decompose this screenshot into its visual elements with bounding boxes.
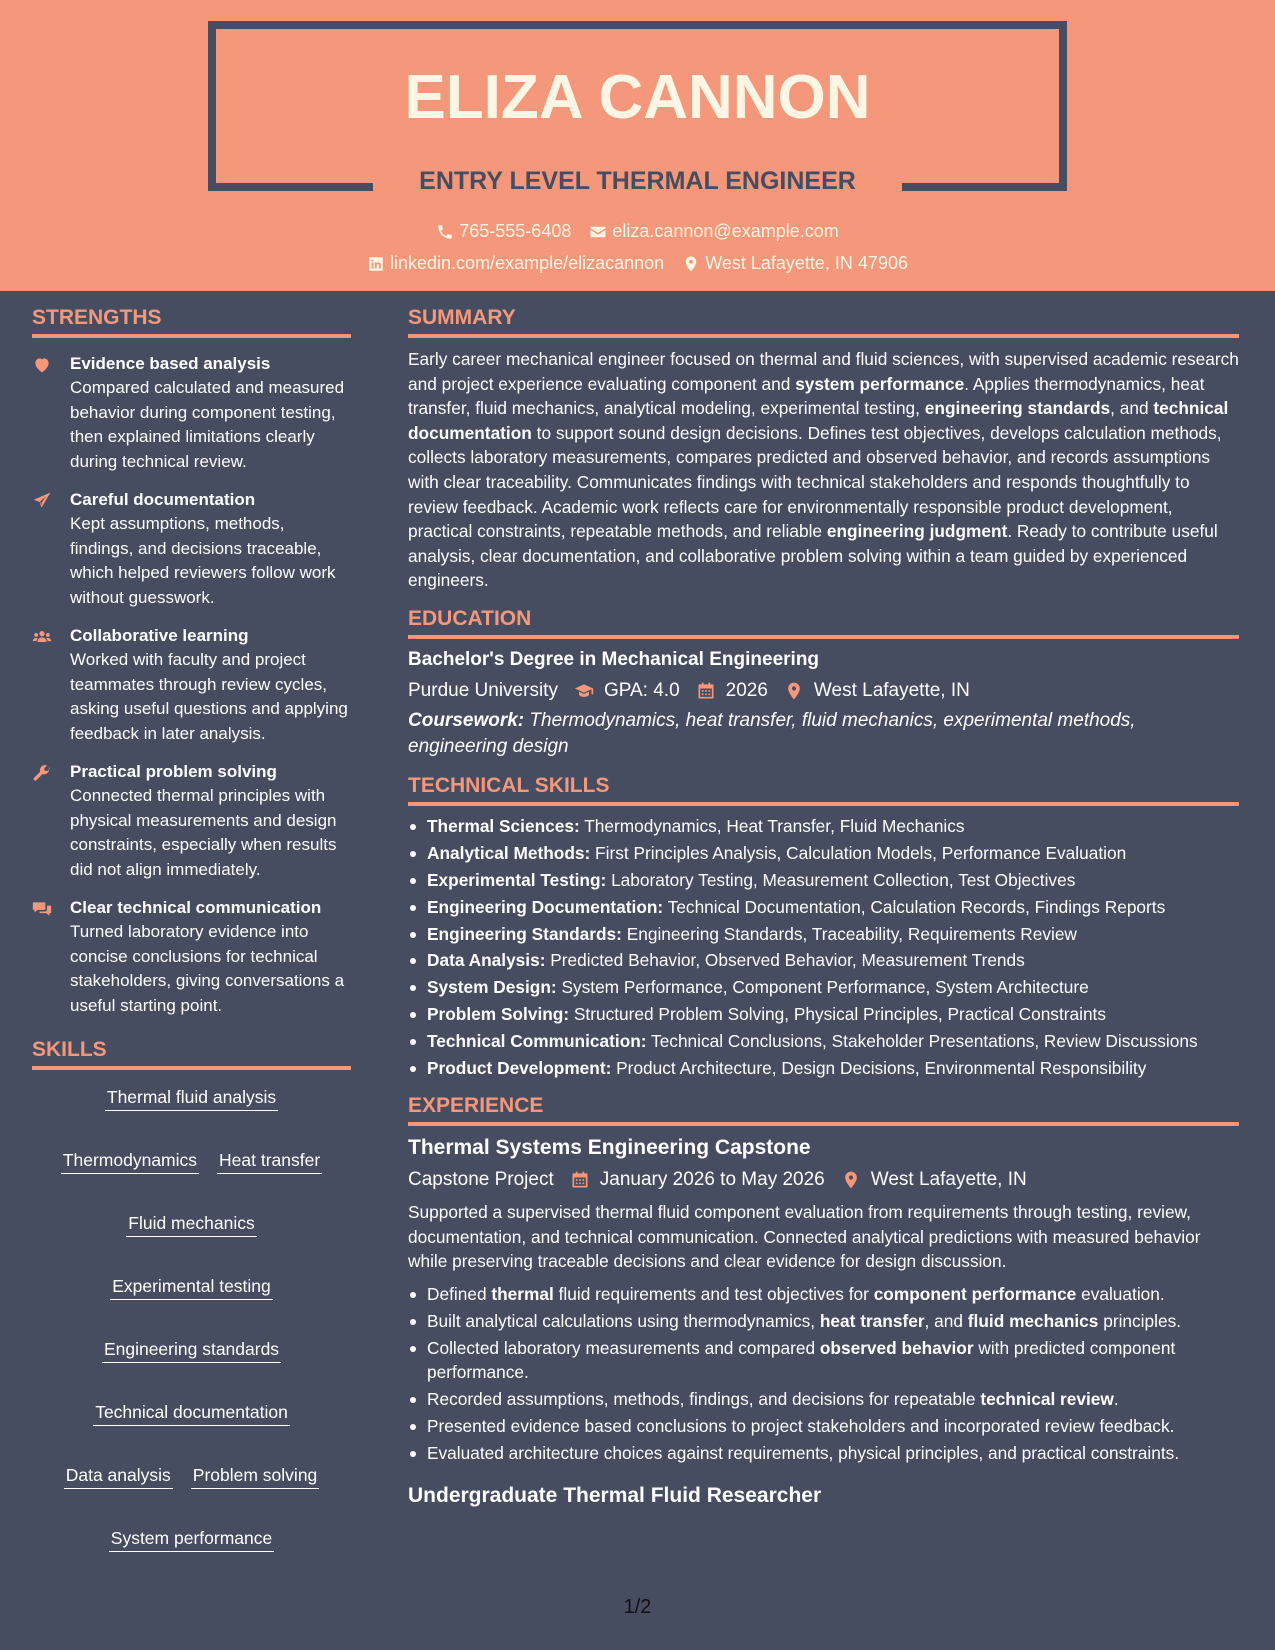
text-run: , and	[1110, 398, 1154, 419]
strength-item	[32, 488, 351, 610]
text-run: Evaluated architecture choices against requirements, physical principles, and practical constraints.	[427, 1442, 1180, 1463]
heart-icon	[32, 355, 52, 375]
strength-title: Careful documentation	[70, 490, 256, 509]
technical-skills-section	[408, 774, 1239, 1080]
degree-title: Bachelor's Degree in Mechanical Engineering	[408, 648, 820, 670]
technical-skills-heading: TECHNICAL SKILLS	[408, 774, 1239, 806]
text-run: .	[1113, 1388, 1119, 1409]
bold-keyword: heat transfer	[819, 1310, 925, 1331]
technical-skill-item	[408, 868, 1239, 892]
strength-item	[32, 352, 351, 474]
strength-title: Clear technical communication	[70, 898, 322, 917]
job-bullet	[408, 1309, 1239, 1333]
text-run: Recorded assumptions, methods, findings, and decisions for repeatable	[427, 1388, 981, 1409]
text-run: with predicted component performance.	[427, 1337, 1176, 1382]
school-name: Purdue University	[408, 679, 558, 701]
graduation-cap-icon	[574, 681, 594, 701]
bold-keyword: component performance	[873, 1283, 1077, 1304]
education-section	[408, 607, 1239, 760]
technical-skill-value: Engineering Standards, Traceability, Requirements Review	[621, 923, 1077, 944]
graduation-year: 2026	[725, 679, 768, 701]
technical-skill-label: Engineering Documentation:	[427, 896, 664, 917]
text-run: fluid requirements and test objectives for	[553, 1283, 874, 1304]
strengths-heading: STRENGTHS	[32, 306, 351, 338]
text-run: Defined	[427, 1283, 492, 1304]
bold-keyword: engineering judgment	[826, 521, 1008, 542]
bold-keyword: technical review	[980, 1388, 1114, 1409]
technical-skills-list	[408, 814, 1239, 1080]
technical-skill-value: Technical Documentation, Calculation Records, Findings Reports	[663, 896, 1166, 917]
calendar-icon	[570, 1170, 590, 1190]
technical-skill-value: System Performance, Component Performance, System Architecture	[556, 977, 1089, 998]
text-run: . Applies thermodynamics, heat transfer, fluid mechanics, analytical modeling, experimental testing,	[408, 373, 1205, 419]
text-run: to support sound design decisions. Defines test objectives, develops calculation methods, collects laboratory measurements, compares predicted and observed behavior, and records assumptions with clear traceability. Communicates findings with technical stakeholders and responds thoughtfully to review feedback. Academic work reflects care for environmentally responsible product development, practical constraints, repeatable methods, and reliable	[408, 422, 1222, 542]
strength-text: Connected thermal principles with physical measurements and design constraints, especially when results did not align immediately.	[70, 786, 337, 879]
location-contact	[682, 253, 908, 274]
job-title-2: Undergraduate Thermal Fluid Researcher	[408, 1483, 822, 1507]
text-run: Presented evidence based conclusions to project stakeholders and incorporated review feedback.	[427, 1415, 1175, 1436]
education-meta	[408, 679, 1239, 703]
resume-header	[0, 0, 1275, 291]
technical-skill-label: Analytical Methods:	[427, 842, 591, 863]
location-text: West Lafayette, IN 47906	[705, 253, 908, 273]
job-location: West Lafayette, IN	[870, 1169, 1027, 1191]
technical-skill-item	[408, 814, 1239, 838]
envelope-icon	[589, 223, 607, 241]
technical-skill-item	[408, 922, 1239, 946]
technical-skill-label: Technical Communication:	[427, 1031, 647, 1052]
technical-skill-item	[408, 1002, 1239, 1026]
email-contact	[589, 221, 838, 242]
technical-skill-label: Problem Solving:	[427, 1004, 570, 1025]
technical-skill-value: Predicted Behavior, Observed Behavior, Measurement Trends	[545, 950, 1025, 971]
job-dates: January 2026 to May 2026	[599, 1169, 825, 1191]
skill-chip: Engineering standards	[102, 1338, 281, 1363]
skills-section	[32, 1038, 351, 1552]
strength-text: Worked with faculty and project teammates through review cycles, asking useful questions and applying feedback in later analysis.	[70, 650, 348, 743]
technical-skill-label: Data Analysis:	[427, 950, 546, 971]
job-bullet	[408, 1414, 1239, 1438]
job-org: Capstone Project	[408, 1169, 554, 1191]
contact-row-2	[0, 253, 1275, 274]
text-run: evaluation.	[1076, 1283, 1165, 1304]
strength-item	[32, 624, 351, 746]
bold-keyword: thermal	[491, 1283, 554, 1304]
skill-chip: Thermodynamics	[61, 1149, 199, 1174]
strength-title: Practical problem solving	[70, 762, 277, 781]
job-title-1: Thermal Systems Engineering Capstone	[408, 1136, 811, 1160]
bold-keyword: engineering standards	[924, 398, 1111, 419]
map-marker-icon	[784, 681, 804, 701]
skill-chip: System performance	[109, 1527, 274, 1552]
technical-skill-value: First Principles Analysis, Calculation Models, Performance Evaluation	[590, 842, 1127, 863]
strength-text: Compared calculated and measured behavior during component testing, then explained limitations clearly during technical review.	[70, 378, 345, 471]
phone-text[interactable]: 765-555-6408	[459, 221, 572, 241]
page-number: 1/2	[623, 1596, 652, 1618]
strength-title: Collaborative learning	[70, 626, 249, 645]
job-bullet	[408, 1336, 1239, 1384]
linkedin-text[interactable]: linkedin.com/example/elizacannon	[390, 253, 665, 273]
email-text[interactable]: eliza.cannon@example.com	[612, 221, 839, 241]
map-marker-icon	[682, 255, 700, 273]
map-marker-icon	[841, 1170, 861, 1190]
bold-keyword: system performance	[795, 373, 965, 394]
job-bullet	[408, 1282, 1239, 1306]
technical-skill-item	[408, 841, 1239, 865]
right-column	[408, 306, 1239, 1509]
linkedin-contact	[367, 253, 664, 274]
job-bullet	[408, 1387, 1239, 1411]
technical-skill-value: Structured Problem Solving, Physical Principles, Practical Constraints	[569, 1004, 1107, 1025]
strength-text: Turned laboratory evidence into concise conclusions for technical stakeholders, giving conversations a useful starting point.	[70, 922, 345, 1015]
technical-skill-value: Technical Conclusions, Stakeholder Presentations, Review Discussions	[646, 1031, 1198, 1052]
summary-heading: SUMMARY	[408, 306, 1239, 338]
bold-keyword: observed behavior	[819, 1337, 974, 1358]
technical-skill-item	[408, 1056, 1239, 1080]
strength-title: Evidence based analysis	[70, 354, 271, 373]
job-title: ENTRY LEVEL THERMAL ENGINEER	[419, 167, 856, 195]
left-column	[32, 306, 351, 1552]
technical-skill-item	[408, 895, 1239, 919]
strength-item	[32, 896, 351, 1018]
candidate-name: ELIZA CANNON	[404, 63, 871, 132]
wrench-icon	[32, 763, 52, 783]
experience-heading: EXPERIENCE	[408, 1094, 1239, 1126]
text-run: principles.	[1098, 1310, 1182, 1331]
technical-skill-value: Thermodynamics, Heat Transfer, Fluid Mechanics	[579, 815, 965, 836]
school-location: West Lafayette, IN	[813, 679, 970, 701]
skill-chip: Fluid mechanics	[126, 1212, 256, 1237]
summary-text	[408, 347, 1239, 593]
skills-chips	[32, 1086, 351, 1552]
job-bullets	[408, 1282, 1239, 1465]
skill-chip: Heat transfer	[217, 1149, 322, 1174]
gpa-value: GPA: 4.0	[603, 679, 680, 701]
skill-chip: Thermal fluid analysis	[105, 1086, 278, 1111]
coursework	[408, 708, 1239, 760]
technical-skill-label: Product Development:	[427, 1057, 612, 1078]
bold-keyword: technical documentation	[408, 398, 1229, 443]
education-heading: EDUCATION	[408, 607, 1239, 639]
comments-icon	[32, 899, 52, 919]
technical-skill-label: Thermal Sciences:	[427, 815, 580, 836]
contact-row-1	[0, 221, 1275, 242]
text-run: Early career mechanical engineer focused on thermal and fluid sciences, with supervised academic research and project experience evaluating component and	[408, 349, 1239, 394]
technical-skill-label: System Design:	[427, 977, 557, 998]
experience-section	[408, 1094, 1239, 1509]
technical-skill-label: Engineering Standards:	[427, 923, 622, 944]
technical-skill-value: Product Architecture, Design Decisions, Environmental Responsibility	[611, 1057, 1147, 1078]
technical-skill-item	[408, 975, 1239, 999]
paper-plane-icon	[32, 491, 52, 511]
phone-contact	[436, 221, 571, 242]
skills-heading: SKILLS	[32, 1038, 351, 1070]
text-run: Built analytical calculations using thermodynamics,	[427, 1310, 820, 1331]
calendar-icon	[696, 681, 716, 701]
job-description: Supported a supervised thermal fluid component evaluation from requirements through testing, review, documentation, and technical communication. Connected analytical predictions with measured behavior while preserving traceable decisions and clear evidence for design discussion.	[408, 1202, 1201, 1272]
phone-icon	[436, 223, 454, 241]
text-run: Collected laboratory measurements and compared	[427, 1337, 820, 1358]
job-meta	[408, 1168, 1239, 1192]
technical-skill-label: Experimental Testing:	[427, 869, 607, 890]
technical-skill-item	[408, 948, 1239, 972]
strength-item	[32, 760, 351, 882]
skill-chip: Technical documentation	[93, 1401, 290, 1426]
strengths-list	[32, 352, 351, 1018]
bold-keyword: fluid mechanics	[967, 1310, 1099, 1331]
linkedin-icon	[367, 255, 385, 273]
skill-chip: Data analysis	[64, 1464, 173, 1489]
job-bullet	[408, 1441, 1239, 1465]
coursework-text: Thermodynamics, heat transfer, fluid mechanics, experimental methods, engineering design	[408, 709, 1136, 757]
coursework-label: Coursework:	[408, 709, 525, 731]
skill-chip: Experimental testing	[110, 1275, 273, 1300]
technical-skill-item	[408, 1029, 1239, 1053]
text-run: . Ready to contribute useful analysis, clear documentation, and collaborative problem solving within a team guided by experienced engineers.	[408, 521, 1218, 591]
technical-skill-value: Laboratory Testing, Measurement Collection, Test Objectives	[606, 869, 1076, 890]
text-run: , and	[924, 1310, 968, 1331]
skill-chip: Problem solving	[191, 1464, 320, 1489]
users-icon	[32, 627, 52, 647]
strength-text: Kept assumptions, methods, findings, and decisions traceable, which helped reviewers follow work without guesswork.	[70, 514, 336, 607]
